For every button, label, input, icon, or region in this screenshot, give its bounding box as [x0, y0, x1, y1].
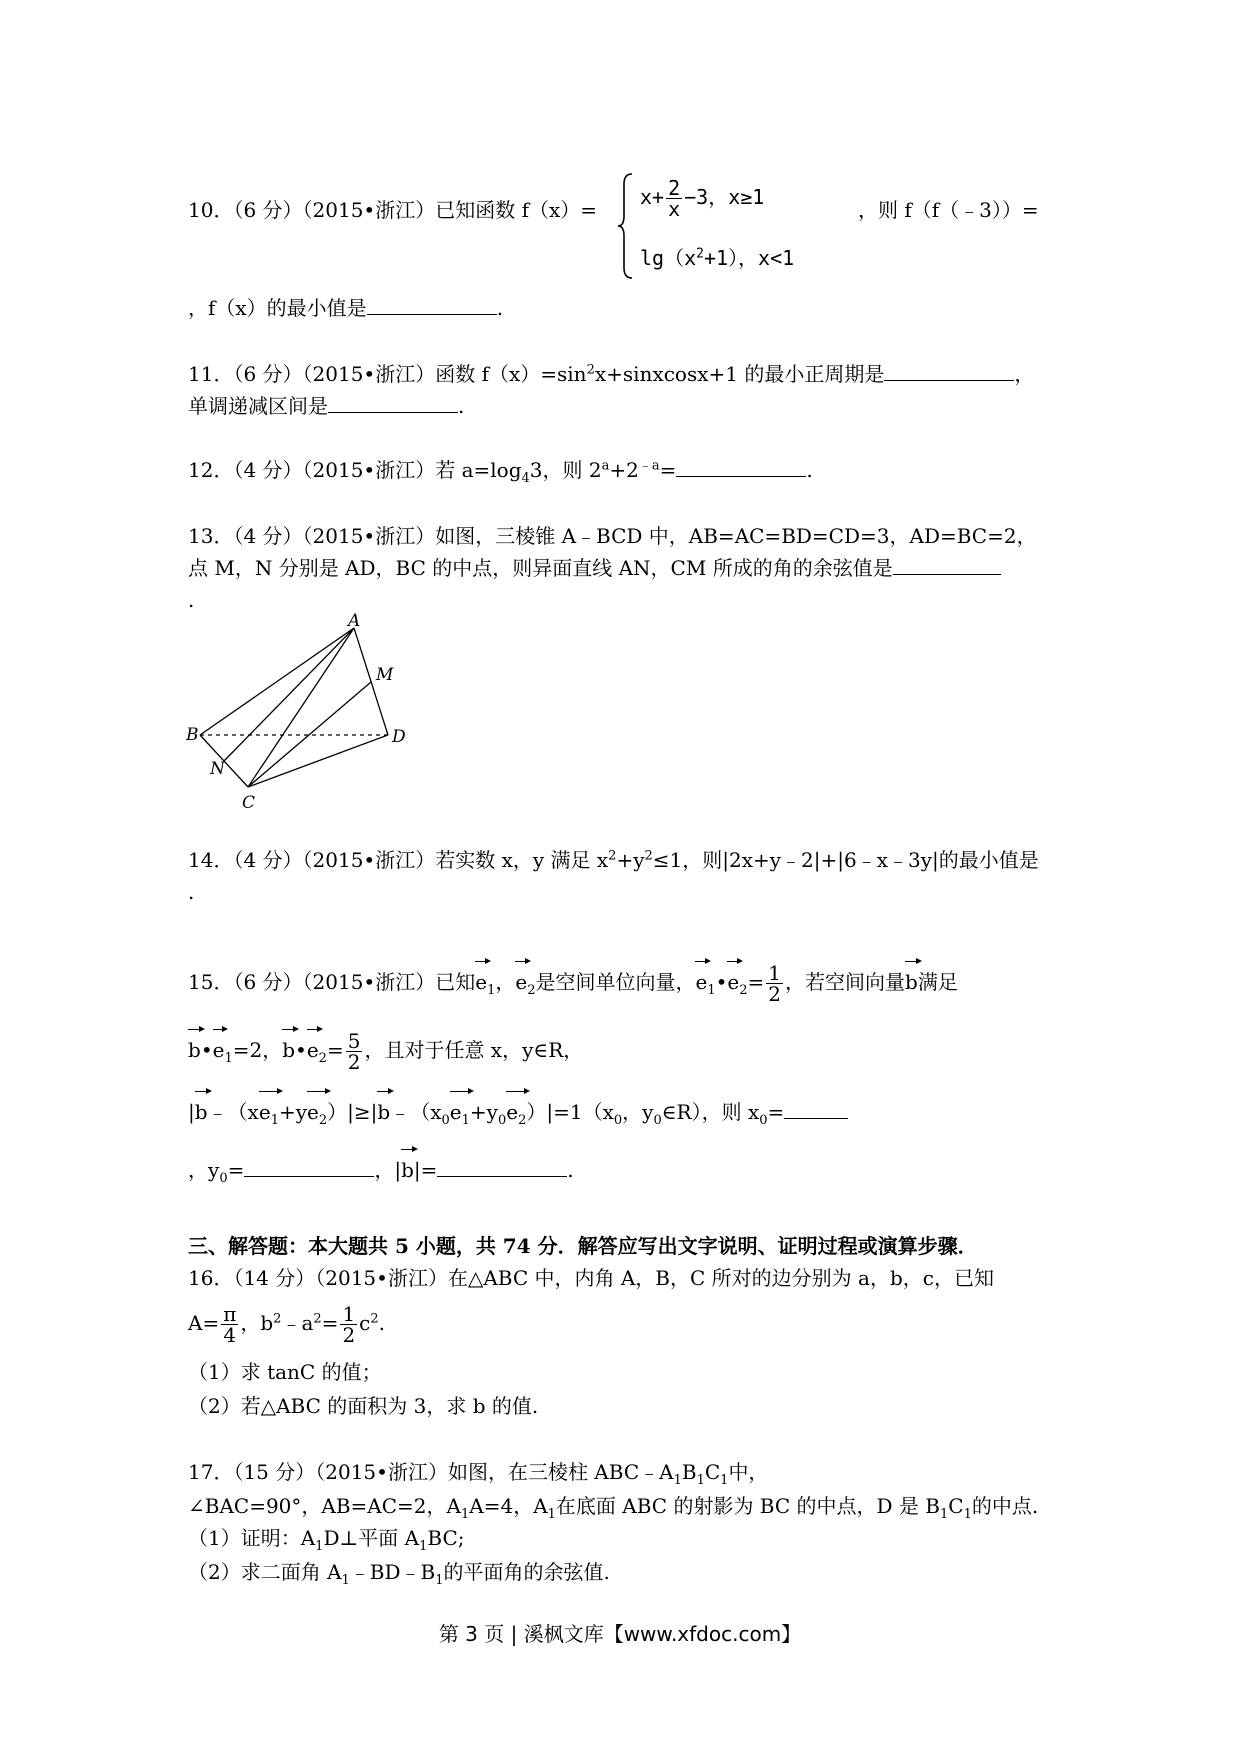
q15-line1: 15．（6 分）（2015•浙江）已知$e_1$，$e_2$是空间单位向量，$e_1•e_2=$ $\frac{1}{2}$ ，若空间向量b满足	[188, 958, 958, 1004]
answer-blank[interactable]	[437, 1156, 567, 1177]
answer-blank[interactable]	[328, 392, 458, 413]
q15-line4: ，$y_0=$ ，|b|= .	[188, 1146, 574, 1184]
label-N: N	[210, 759, 225, 779]
label-C: C	[242, 793, 256, 812]
answer-blank[interactable]	[884, 360, 1014, 381]
q10-line1-suffix: ，则 f（f（﹣3））=	[858, 198, 1039, 222]
q16-sub1: （1）求 tanC 的值；	[188, 1360, 382, 1384]
answer-blank[interactable]	[244, 1156, 374, 1177]
edge-CD	[248, 735, 388, 787]
vector-e1: e	[475, 958, 487, 996]
q14-line2: .	[188, 880, 195, 904]
brace-icon	[618, 172, 638, 280]
q16-sub2: （2）若△ABC 的面积为 3，求 b 的值.	[188, 1394, 539, 1418]
q11-line2: 单调递减区间是 .	[188, 394, 465, 418]
q17-line1: 17．（15 分）（2015•浙江）如图，在三棱柱 $ABC﹣A_1B_1C_1$中，	[188, 1460, 769, 1488]
answer-blank[interactable]	[784, 1098, 848, 1119]
q12-line: 12．（4 分）（2015•浙江）若 $a=\log_43$，则 $2^a+2^{﹣a}=$ .	[188, 458, 813, 486]
label-M: M	[376, 665, 394, 685]
q10-case2: $\lg(x^2+1)$，x<1	[640, 246, 795, 270]
q17-sub2: （2）求二面角 $A_1﹣BD﹣B_1$的平面角的余弦值.	[188, 1560, 610, 1588]
label-A: A	[348, 612, 361, 631]
label-D: D	[392, 727, 406, 747]
line-AN	[224, 628, 354, 761]
section-heading: 三、解答题：本大题共 5 小题，共 74 分．解答应写出文字说明、证明过程或演算步骤．	[188, 1234, 978, 1258]
q13-line3: .	[188, 588, 195, 612]
q10-piecewise	[618, 172, 848, 282]
page-footer: 第 3 页 | 溪枫文库【www.xfdoc.com】	[438, 1622, 802, 1646]
q10-line2: ，f（x）的最小值是 .	[188, 296, 504, 320]
q13-line1: 13．（4 分）（2015•浙江）如图，三棱锥 A﹣BCD 中，AB=AC=BD=CD=3，AD=BC=2，	[188, 524, 1037, 548]
vector-b: b	[905, 958, 918, 996]
q17-sub1: （1）证明：$A_1D\perp$平面 $A_1BC$;	[188, 1526, 465, 1554]
answer-blank[interactable]	[676, 456, 806, 477]
vector-e2: e	[515, 958, 527, 996]
tetrahedron-figure	[186, 612, 416, 812]
answer-blank[interactable]	[367, 294, 497, 315]
q10-line1: 10．（6 分）（2015•浙江）已知函数 f（x）=	[188, 198, 598, 222]
q17-line2: ∠BAC=90°，AB=AC=2，$A_1A=4$，$A_1$在底面 ABC 的射影为 BC 的中点，D 是 $B_1C_1$的中点.	[188, 1494, 1039, 1522]
q11-line1: 11．（6 分）（2015•浙江）函数 $f(x)=\sin^2x+sinxcosx+1$ 的最小正周期是 ，	[188, 362, 1035, 386]
q15-line2: $b•e_1=2$，$b•e_2=$ $\frac{5}{2}$ ，且对于任意 x，y∈R，	[188, 1026, 583, 1072]
edge-AC	[248, 628, 354, 787]
q16-line1: 16．（14 分）（2015•浙江）在△ABC 中，内角 A，B，C 所对的边分别为 a，b，c，已知	[188, 1266, 994, 1290]
q14-line1: 14．（4 分）（2015•浙江）若实数 x，y 满足 $x^2+y^2\le 1$，则|2x+y﹣2|+|6﹣x﹣3y|的最小值是	[188, 848, 1039, 872]
edge-AB	[200, 628, 354, 735]
q10-case1: x+ $\frac{2}{x}$ −3，x≥1	[640, 176, 765, 221]
q13-line2: 点 M，N 分别是 AD，BC 的中点，则异面直线 AN，CM 所成的角的余弦值是	[188, 554, 1001, 582]
label-B: B	[186, 725, 199, 745]
answer-blank[interactable]	[893, 554, 1001, 575]
q15-line3: $|b﹣(xe_1+ye_2)|\ge|b﹣(x_0e_1+y_0e_2)|=1(x_0$，$y_0\in R$），则 $x_0=$	[188, 1088, 848, 1126]
q16-line2: A= $\frac{\pi}{4}$ ，$b^2﹣a^2=$ $\frac{1}{2}$ $c^2$.	[188, 1302, 386, 1347]
